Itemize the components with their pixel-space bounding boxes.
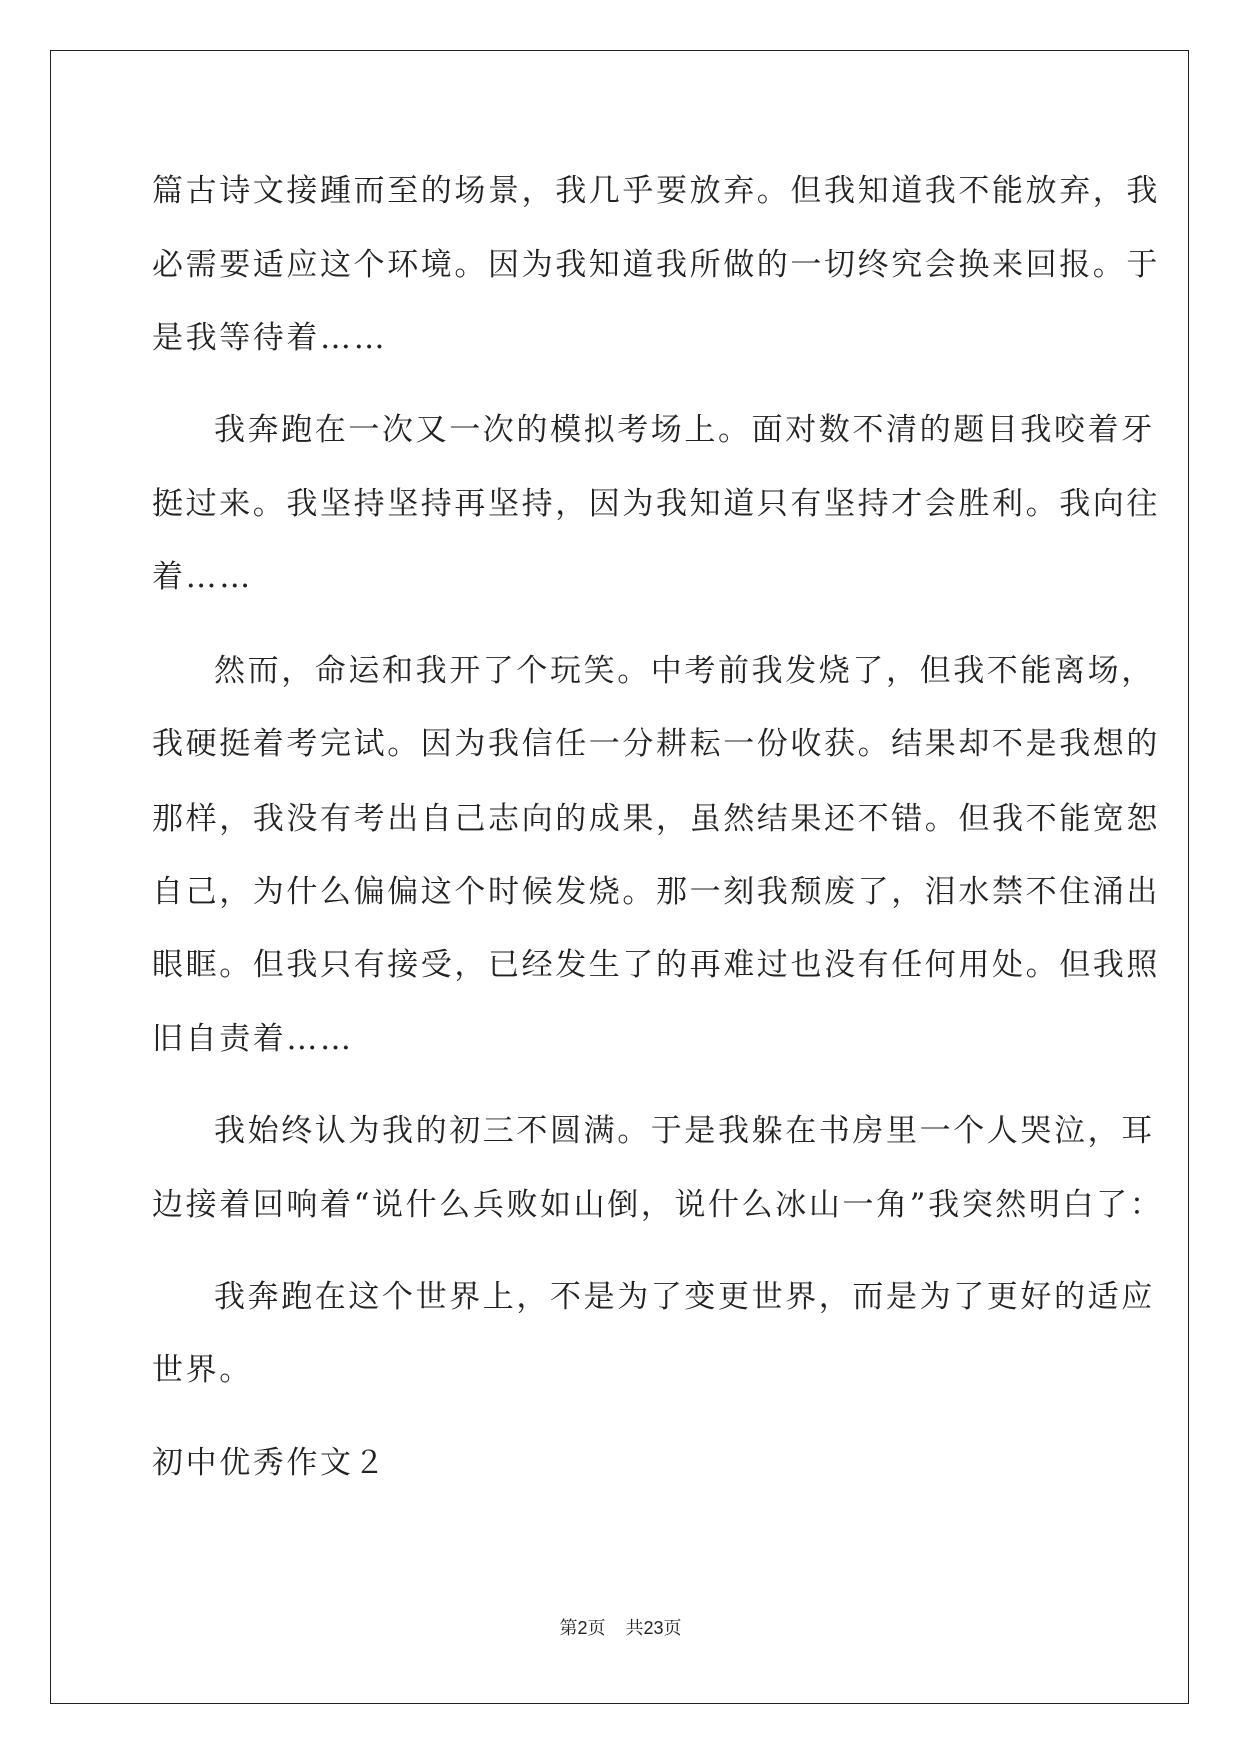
section-heading: 初中优秀作文２ [152,1445,388,1481]
text-line: 着…… [152,559,253,595]
paragraph-start: 我始终认为我的初三不圆满。于是我躲在书房里一个人哭泣，耳 [214,1113,1155,1149]
paragraph-start: 我奔跑在这个世界上，不是为了变更世界，而是为了更好的适应 [214,1279,1155,1315]
text-line: 边接着回响着“说什么兵败如山倒，说什么冰山一角”我突然明白了： [152,1187,1164,1223]
total-prefix: 共 [625,1618,644,1639]
text-line: 挺过来。我坚持坚持再坚持，因为我知道只有坚持才会胜利。我向往 [152,486,1160,522]
total-suffix: 页 [663,1618,682,1639]
text-line: 旧自责着…… [152,1021,354,1057]
page-prefix: 第 [559,1618,578,1639]
text-line: 那样，我没有考出自己志向的成果，虽然结果还不错。但我不能宽恕 [152,801,1160,837]
text-line: 必需要适应这个环境。因为我知道我所做的一切终究会换来回报。于 [152,247,1160,283]
page-number: 2 [577,1618,588,1638]
paragraph-start: 我奔跑在一次又一次的模拟考场上。面对数不清的题目我咬着牙 [214,412,1155,448]
paragraph-start: 然而，命运和我开了个玩笑。中考前我发烧了，但我不能离场， [214,653,1155,689]
page-footer [0,1614,1241,1640]
text-line: 自己，为什么偏偏这个时候发烧。那一刻我颓废了，泪水禁不住涌出 [152,874,1160,910]
text-line: 我硬挺着考完试。因为我信任一分耕耘一份收获。结果却不是我想的 [152,726,1160,762]
text-line: 篇古诗文接踵而至的场景，我几乎要放弃。但我知道我不能放弃，我 [152,173,1160,209]
text-line: 眼眶。但我只有接受，已经发生了的再难过也没有任何用处。但我照 [152,947,1160,983]
page-suffix: 页 [587,1618,606,1639]
text-line: 世界。 [152,1352,253,1388]
text-line: 是我等待着…… [152,320,388,356]
total-pages: 23 [643,1618,664,1638]
